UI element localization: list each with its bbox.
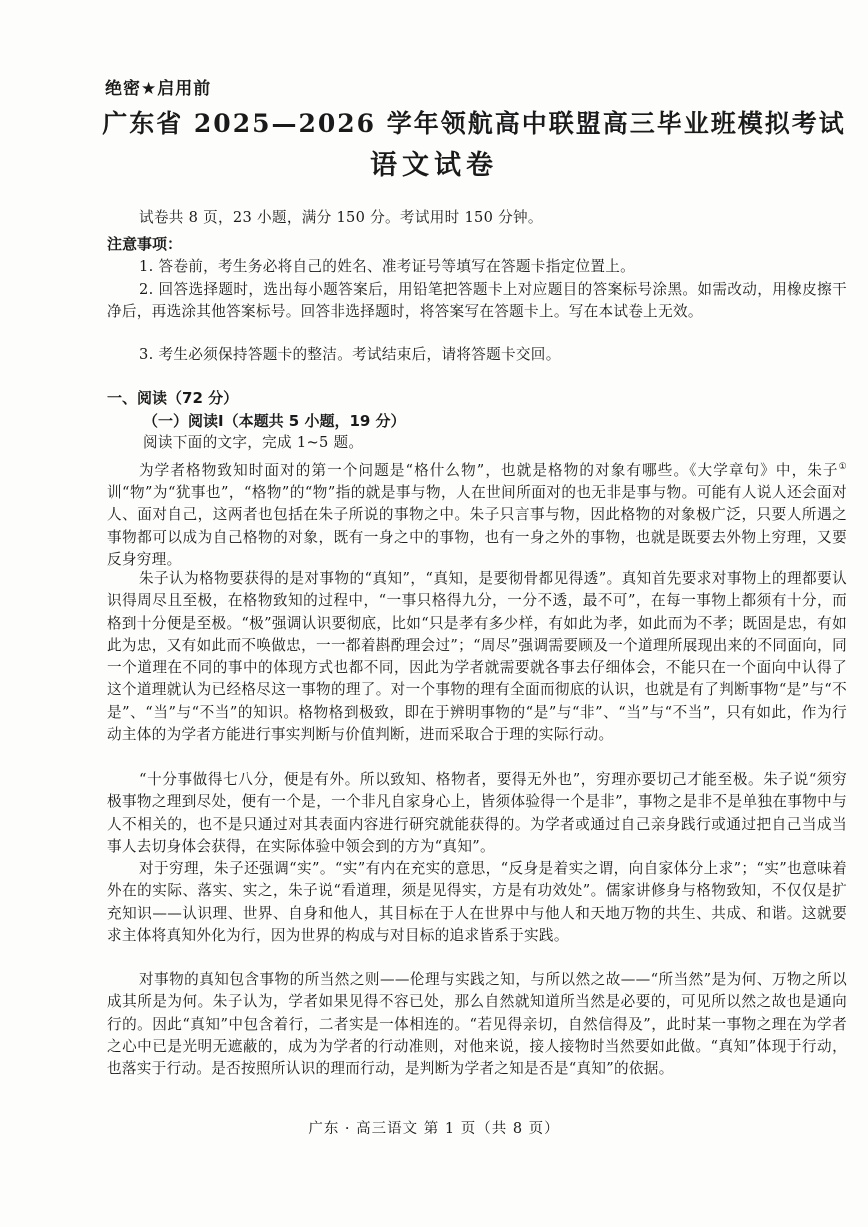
footnote-marker: ① xyxy=(838,462,847,472)
page-footer: 广东 · 高三语文 第 1 页（共 8 页） xyxy=(308,1121,560,1137)
notes-heading: 注意事项： xyxy=(107,235,183,253)
passage-paragraph-1 xyxy=(107,456,847,571)
passage-p1-text-a: 为学者格物致知时面对的第一个问题是“格什么物”，也就是格物的对象有哪些。《大学章句》中，朱子 xyxy=(139,461,839,479)
passage-paragraph-5: 对事物的真知包含事物的所当然之则——伦理与实践之知，与所以然之故——“所当然”是为何、万物之所以成其所是为何。朱子认为，学者如果见得不容已处，那么自然就知道所当然是必要的，可见所以然之故也是通向行的。因此“真知”中包含着行，二者实是一体相连的。“若见得亲切，自然信得及”，此时某一事物之理在为学者之心中已是光明无遮蔽的，成为为学者的行动准则，对他来说，接人接物时当然要如此做。“真知”体现于行动，也落实于行动。是否按照所认识的理而行动，是判断为学者之知是否是“真知”的依据。 xyxy=(107,971,847,1078)
note-item-3: 3. 考生必须保持答题卡的整洁。考试结束后，请将答题卡交回。 xyxy=(139,346,561,363)
exam-info: 试卷共 8 页，23 小题，满分 150 分。考试用时 150 分钟。 xyxy=(139,209,543,226)
note-item-2: 2. 回答选择题时，选出每小题答案后，用铅笔把答题卡上对应题目的答案标号涂黑。如需改动，用橡皮擦干净后，再选涂其他答案标号。回答非选择题时，将答案写在答题卡上。写在本试卷上无效。 xyxy=(107,281,847,321)
passage-p1-text-b: 训“物”为“犹事也”，“格物”的“物”指的就是事与物，人在世间所面对的也无非是事与物。可能有人说人还会面对人、面对自己，这两者也包括在朱子所说的事物之中。朱子只言事与物，因此格物的对象极广泛，只要人所遇之事物都可以成为自己格物的对象，既有一身之中的事物，也有一身之外的事物，也就是既要去外物上穷理，又要反身穷理。 xyxy=(107,484,847,569)
passage-paragraph-4: 对于穷理，朱子还强调“实”。“实”有内在充实的意思，“反身是着实之谓，向自家体分上求”；“实”也意味着外在的实际、落实、实之，朱子说“看道理，须是见得实，方是有功效处”。儒家讲修身与格物致知，不仅仅是扩充知识——认识理、世界、自身和他人，其目标在于人在世界中与他人和天地万物的共生、共成、和谐。这就要求主体将真知外化为行，因为世界的构成与对目标的追求皆系于实践。 xyxy=(107,860,847,944)
passage-paragraph-3: “十分事做得七八分，便是有外。所以致知、格物者，要得无外也”，穷理亦要切己才能至极。朱子说“须穷极事物之理到尽处，便有一个是，一个非凡自家身心上，皆须体验得一个是非”，事物之是非不是单独在事物中与人不相关的，也不是只通过对其表面内容进行研究就能获得的。为学者或通过自己亲身践行或通过把自己当成当事人去切身体会获得，在实际体验中领会到的方为“真知”。 xyxy=(107,771,847,855)
section-heading: 一、阅读（72 分） xyxy=(107,389,239,407)
secret-mark: 绝密★启用前 xyxy=(105,79,212,99)
exam-title: 广东省 2025—2026 学年领航高中联盟高三毕业班模拟考试 xyxy=(102,109,846,138)
passage-paragraph-2: 朱子认为格物要获得的是对事物的“真知”，“真知，是要彻骨都见得透”。真知首先要求对事物上的理都要认识得周尽且至极，在格物致知的过程中，“一事只格得九分，一分不透，最不可”，在每一事物上都须有十分，而格到十分便是至极。“极”强调认识要彻底，比如“只是孝有多少样，有如此为孝，如此而为不孝；既固是忠，有如此为忠，又有如此而不唤做忠，一一都着斟酌理会过”；“周尽”强调需要顾及一个道理所展现出来的不同面向，同一个道理在不同的事中的体现方式也都不同，因此为学者就需要就各事去仔细体会，不能只在一个面向中认得了这个道理就认为已经格尽这一事物的理了。对一个事物的理有全面而彻底的认识，也就是有了判断事物“是”与“不是”、“当”与“不当”的知识。格物格到极致，即在于辨明事物的“是”与“非”、“当”与“不当”，只有如此，作为行动主体的为学者方能进行事实判断与价值判断，进而采取合于理的实际行动。 xyxy=(107,570,847,744)
note-item-1: 1. 答卷前，考生务必将自己的姓名、准考证号等填写在答题卡指定位置上。 xyxy=(139,258,636,275)
section-subheading: （一）阅读Ⅰ（本题共 5 小题，19 分） xyxy=(143,412,406,430)
reading-instruction: 阅读下面的文字，完成 1~5 题。 xyxy=(143,434,364,451)
exam-subtitle: 语文试卷 xyxy=(370,150,498,181)
